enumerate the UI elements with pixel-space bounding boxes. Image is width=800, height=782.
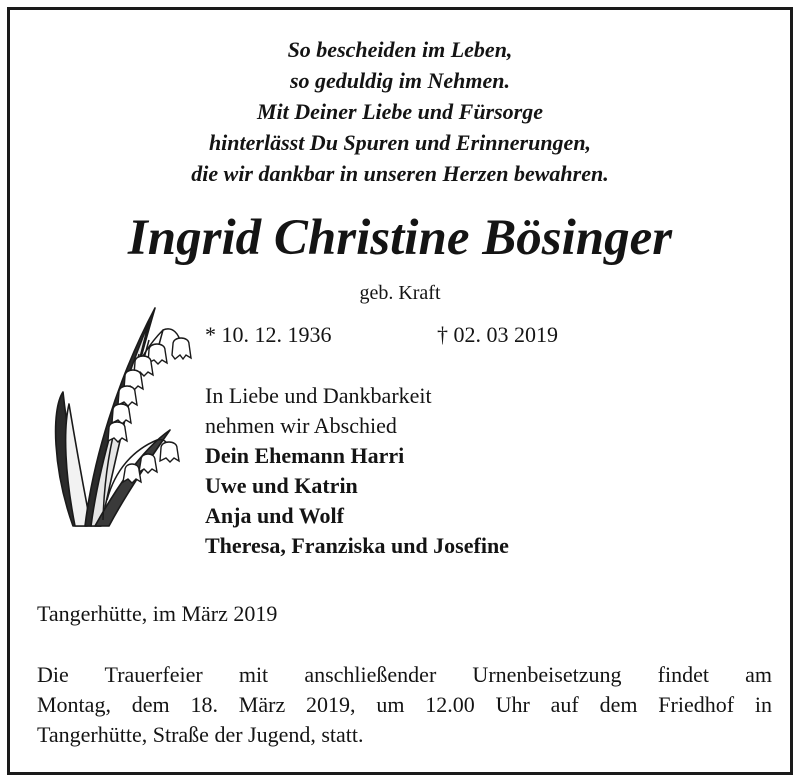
notice-line: Tangerhütte, Straße der Jugend, statt. [37, 722, 364, 747]
mourners-block [205, 381, 509, 561]
intro-line: In Liebe und Dankbarkeit [205, 383, 432, 408]
mourner-name: Theresa, Franziska und Josefine [205, 533, 509, 558]
obituary-notice [7, 7, 793, 775]
notice-line: Montag, dem 18. März 2019, um 12.00 Uhr auf dem Friedhof in [37, 692, 772, 717]
poem-line: Mit Deiner Liebe und Fürsorge [256, 99, 544, 124]
birth-name: geb. Kraft [359, 282, 441, 304]
poem-line: So bescheiden im Leben, [287, 37, 513, 62]
place-and-date: Tangerhütte, im März 2019 [37, 601, 278, 626]
deceased-name: Ingrid Christine Bösinger [127, 210, 673, 266]
notice-line: Die Trauerfeier mit anschließender Urnenbeisetzung findet am [37, 662, 772, 687]
mourner-name: Uwe und Katrin [205, 473, 358, 498]
poem-line: die wir dankbar in unseren Herzen bewahren. [191, 161, 609, 186]
poem-line: hinterlässt Du Spuren und Erinnerungen, [208, 130, 592, 155]
lily-of-the-valley-icon [45, 300, 195, 528]
death-date: † 02. 03 2019 [437, 322, 558, 347]
mourner-name: Dein Ehemann Harri [205, 443, 405, 468]
birth-date: * 10. 12. 1936 [205, 322, 332, 347]
memorial-poem [10, 34, 790, 189]
mourner-name: Anja und Wolf [205, 503, 344, 528]
intro-line: nehmen wir Abschied [205, 413, 397, 438]
funeral-notice [37, 660, 772, 750]
poem-line: so geduldig im Nehmen. [289, 68, 510, 93]
